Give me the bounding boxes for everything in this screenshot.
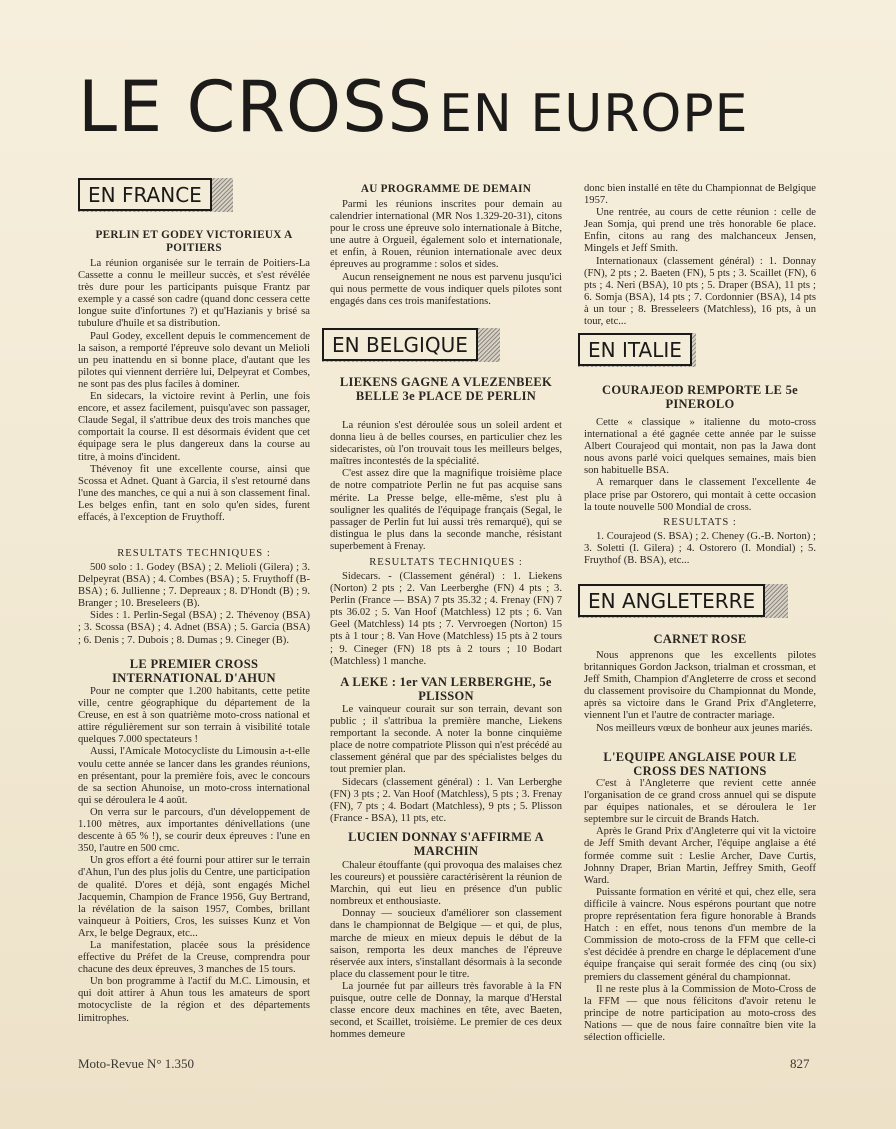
results-vlezenbeek xyxy=(330,571,562,668)
heading-ahun: LE PREMIER CROSS INTERNATIONAL D'AHUN xyxy=(112,657,276,685)
heading-carnet-rose: CARNET ROSE xyxy=(653,632,747,646)
heading-vlezenbeek: LIEKENS GAGNE A VLEZENBEEK BELLE 3e PLACE DE PERLIN xyxy=(339,375,553,403)
footer-page-number: 827 xyxy=(790,1056,810,1071)
page-title xyxy=(78,66,838,148)
article-ahun xyxy=(78,686,310,1025)
results-poitiers xyxy=(78,562,310,647)
article-marchin xyxy=(330,860,562,1041)
results-solo: 500 solo : 1. Godey (BSA) ; 2. Melioli (Gilera) ; 3. Delpeyrat (BSA) ; 4. Combes (BSA) ; 5. Fruythoff (B-BSA) ; 6. Jullienne ; 7. Depreaux ; 8. D'Hondt (B) ; 9. Branger ; 10. Breseleers (B). xyxy=(78,562,310,610)
paragraph: Un bon programme à l'actif du M.C. Limousin, et qui doit attirer à Ahun tous les amateurs de sport motocycliste de la région et des départements limitrophes. xyxy=(78,976,310,1024)
heading-programme: AU PROGRAMME DE DEMAIN xyxy=(360,183,532,195)
paragraph: Donnay — soucieux d'améliorer son classement dans le championnat de Belgique — et qui, de plus, marche de mieux en mieux depuis le début de la saison, remporta les deux manches de l'épreuve réservée aux inters, s'installant désormais à la seconde place du classement pour le titre. xyxy=(330,908,562,980)
section-title-france: EN FRANCE xyxy=(78,178,212,211)
paragraph: Il ne reste plus à la Commission de Moto-Cross de la FFM — que nous félicitons d'avoir retenu le principe de notre participation au moto-cross des Nations — que de nous faire connaître bien vite la sélection officielle. xyxy=(584,983,816,1043)
section-band-belgique xyxy=(322,328,500,362)
article-equipe-anglaise xyxy=(584,778,816,1044)
article-pinerolo xyxy=(584,417,816,514)
article-programme xyxy=(330,199,562,308)
results-title: RESULTATS : xyxy=(663,517,737,528)
paragraph: donc bien installé en tête du Championnat de Belgique 1957. xyxy=(584,183,816,207)
paragraph: A remarquer dans le classement l'excellente 4e place prise par Ostorero, qui montait à cette occasion la toute nouvelle 500 Mondial de cross. xyxy=(584,477,816,513)
results-sidecars: Sidecars. - (Classement général) : 1. Liekens (Norton) 2 pts ; 2. Van Leerberghe (FN) 4 pts ; 3. Perlin (France — BSA) 7 pts 35.32 ; 4. Frenay (FN) 7 pts 36.02 ; 5. Van Hoof (Matchless) 12 pts ; 6. Van Geel (Matchless) 14 pts ; 7. Vervroegen (Norton) 15 pts à 1 tour ; 8. Van Hove (Matchless) 15 pts à 2 tours ; 9. Cineger (FN) 18 pts à 2 tours ; 10 Bodart (Matchless) 1 manche. xyxy=(330,571,562,667)
section-title-angleterre: EN ANGLETERRE xyxy=(578,584,765,617)
results-pinerolo xyxy=(584,531,816,567)
paragraph: Aussi, l'Amicale Motocycliste du Limousin a-t-elle voulu cette année se lancer dans les grandes réunions, en présentant, pour la première fois, avec le concours de sa section Ahunoise, un moto-cross international qui se déroulera le 4 août. xyxy=(78,746,310,806)
results-title: RESULTATS TECHNIQUES : xyxy=(117,548,271,559)
footer-magazine: Moto-Revue N° 1.350 xyxy=(78,1056,195,1071)
section-band-france xyxy=(78,178,233,212)
paragraph: C'est assez dire que la magnifique troisième place de notre compatriote Perlin ne fut pas acquise sans mérite. La Presse belge, elle-même, s'est plu à souligner les qualités de l'équipage français (Segal, le passager de Perlin fut lui aussi très remarqué), qui se distingua le plus dans la seconde manche, résistant superbement à Frenay. xyxy=(330,468,562,552)
paragraph: C'est à l'Angleterre que revient cette année l'organisation de ce grand cross annuel qui se dispute par équipes nationales, et se déroulera le 1er septembre sur le circuit de Brands Hatch. xyxy=(584,778,816,826)
title-main: LE CROSS xyxy=(78,66,433,148)
article-leke xyxy=(330,704,562,825)
section-band-italie xyxy=(578,333,696,367)
heading-equipe-anglaise: L'EQUIPE ANGLAISE POUR LE CROSS DES NATIONS xyxy=(603,750,797,778)
paragraph: Aucun renseignement ne nous est parvenu jusqu'ici qui nous permette de vous indiquer quels pilotes sont engagés dans ces trois manifestations. xyxy=(330,271,562,307)
article-vlezenbeek xyxy=(330,420,562,553)
results-internationaux: Internationaux (classement général) : 1. Donnay (FN), 2 pts ; 2. Baeten (FN), 5 pts ; 3. Scaillet (FN), 6 pts ; 4. Neri (BSA), 10 pts ; 5. Draper (BSA), 11 pts ; 6. Somja (BSA), 14 pts ; 7. Cordonnier (BSA), 14 pts à un tour ; 8. Bresseleers (Matchless), 16 pts, à un tour, etc... xyxy=(584,255,816,328)
paragraph: Chaleur étouffante (qui provoqua des malaises chez les coureurs) et poussière caractérisèrent la réunion de Marchin, qui eut lieu en présence d'un public nombreux et enthousiaste. xyxy=(330,860,562,908)
heading-marchin: LUCIEN DONNAY S'AFFIRME A MARCHIN xyxy=(348,830,544,858)
results-title: RESULTATS TECHNIQUES : xyxy=(369,557,523,568)
paragraph: Le vainqueur courait sur son terrain, devant son public ; il s'attribua la première manche, Liekens remportant la seconde. A noter la bonne cinquième place de notre compatriote Plisson qui n'est précédé au classement général que par des spécialistes belges du tout premier plan. xyxy=(330,704,562,776)
section-title-italie: EN ITALIE xyxy=(578,333,692,366)
paragraph: Cette « classique » italienne du moto-cross international a été gagnée cette année par le suisse Albert Courajeod qui montait, non pas la Jawa dont nous avons parlé voici quelques semaines, mais bien son habituelle BSA. xyxy=(584,417,816,477)
paragraph: En sidecars, la victoire revint à Perlin, une fois encore, et assez facilement, puisqu'avec son passager, Claude Segal, il s'attribue deux des trois manches que comportait la course. Il est désormais évident que cet équipage sera le plus dangereux dans la course au titre, à moins d'incident. xyxy=(78,391,310,463)
paragraph: Paul Godey, excellent depuis le commencement de la saison, a remporté l'épreuve solo devant un Melioli un peu inattendu en si bonne place, d'autant que les pilotes qui viennent derrière lui, Delpeyrat et Combes, ne sont pas des plus faciles à dominer. xyxy=(78,330,310,390)
paragraph: Thévenoy fit une excellente course, ainsi que Scossa et Adnet. Quant à Garcia, il s'est retourné dans l'une des manches, ce qui a nui à son classement final. Les belges enfin, tant en solo qu'en sides, furent effacés, à l'exception de Fruythoff. xyxy=(78,463,310,523)
paragraph: La réunion s'est déroulée sous un soleil ardent et donna lieu à de belles courses, en particulier chez les sidecaristes, où l'on trouvait tous les meilleurs belges, maîtres incontestés de la spécialité. xyxy=(330,420,562,468)
paragraph: On verra sur le parcours, d'un développement de 1.100 mètres, aux importantes dénivellations (une descente à 65 % !), se courir deux épreuves : l'une en 350, l'autre en 500 cmc. xyxy=(78,806,310,855)
heading-poitiers: PERLIN ET GODEY VICTORIEUX A POITIERS xyxy=(95,229,293,254)
paragraph: Nous apprenons que les excellents pilotes britanniques Gordon Jackson, trialman et crossman, et Jeff Smith, Champion d'Angleterre de cross et second du classement provisoire du Championnat du Monde, après sa victoire dans le Grand Prix d'Angleterre, viennent l'un et l'autre de contracter mariage. xyxy=(584,650,816,722)
article-poitiers xyxy=(78,258,310,524)
title-sub: EN EUROPE xyxy=(439,84,749,144)
results-sides: Sides : 1. Perlin-Segal (BSA) ; 2. Thévenoy (BSA) ; 3. Scossa (BSA) ; 4. Adnet (BSA) ; 5. Garcia (BSA) ; 6. Denis ; 7. Dubois ; 8. Dumas ; 9. Cineger (B). xyxy=(78,610,310,646)
paragraph: Nos meilleurs vœux de bonheur aux jeunes mariés. xyxy=(596,722,813,734)
section-title-belgique: EN BELGIQUE xyxy=(322,328,478,361)
article-carnet-rose xyxy=(584,650,816,735)
paragraph: Après le Grand Prix d'Angleterre qui vit la victoire de Jeff Smith devant Archer, l'équipe anglaise a été formée comme suit : Leslie Archer, Dave Curtis, Johnny Draper, Brian Martin, Jeffrey Smith, Geoff Ward. xyxy=(584,826,816,886)
paragraph: Parmi les réunions inscrites pour demain au calendrier international (MR Nos 1.329-20-31), citons pour le cross une épreuve solo internationale à Bitche, une autre à Orgueil, également solo et internationale, et enfin, à Rouen, réunion internationale avec deux épreuves au programme : solos et sides. xyxy=(330,199,562,271)
paragraph: Une rentrée, au cours de cette réunion : celle de Jean Somja, qui prend une très honorable 6e place. Enfin, citons au rang des malchanceux Jensen, Mingels et Jeff Smith. xyxy=(584,207,816,255)
section-band-angleterre xyxy=(578,584,788,618)
paragraph: Pour ne compter que 1.200 habitants, cette petite ville, centre géographique du département de la Creuse, en est à son quatrième moto-cross national et attire régulièrement sur son terrain à visibilité totale quelques 7.000 spectateurs ! xyxy=(78,686,310,746)
paragraph: La réunion organisée sur le terrain de Poitiers-La Cassette a connu le meilleur succès, et s'est révélée très dure pour les participants puisque Frantz par exemple y a cassé son cadre (quand donc cessera cette longue suite d'infortunes ?) et qu'Hazianis y brisé sa tubulure d'huile et sa distribution. xyxy=(78,258,310,330)
paragraph: La manifestation, placée sous la présidence effective du Préfet de la Creuse, comprendra pour chacune des deux épreuves, 3 manches de 15 tours. xyxy=(78,939,310,976)
results-list: 1. Courajeod (S. BSA) ; 2. Cheney (G.-B. Norton) ; 3. Soletti (I. Gilera) ; 4. Ostorero (I. Mondial) ; 5. Fruythof (B. BSA), etc... xyxy=(584,531,816,567)
results-leke: Sidecars (classement général) : 1. Van Lerberghe (FN) 3 pts ; 2. Van Hoof (Matchless), 5 pts ; 3. Frenay (FN), 7 pts ; 4. Bodart (Matchless), 9 pts ; 5. Plisson (France - BSA), 11 pts, etc. xyxy=(330,776,562,824)
heading-leke: A LEKE : 1er VAN LERBERGHE, 5e PLISSON xyxy=(340,675,552,703)
article-marchin-cont xyxy=(584,183,816,328)
paragraph: Un gros effort a été fourni pour attirer sur le terrain d'Ahun, l'un des plus jolis du Centre, une participation de qualité. D'ores et déjà, sont engagés Michel Jacquemin, Champion de France 1956, Guy Bertrand, la révélation de la saison 1957, Combes, brillant vainqueur à Poitiers, Cros, les suisses Kunz et Von Arx, le belge Degraux, etc... xyxy=(78,855,310,939)
heading-pinerolo: COURAJEOD REMPORTE LE 5e PINEROLO xyxy=(602,383,798,411)
paragraph: La journée fut par ailleurs très favorable à la FN puisque, outre celle de Donnay, la marque d'Herstal classe encore deux machines en tête, avec Baeten, second, et Scaillet, troisième. Le premier de ces deux hommes demeure xyxy=(330,980,562,1041)
paragraph: Puissante formation en vérité et qui, chez elle, sera difficile à vaincre. Nous espérons pourtant que notre propre représentation fera figure honorable à Brands Hatch : en effet, nous tenons d'un membre de la Commission de moto-cross de la FFM que celle-ci s'est décidée à prendre en charge le déplacement d'une équipe française qui serait formée des cinq (ou six) premiers du classement général du championnat. xyxy=(584,886,816,983)
